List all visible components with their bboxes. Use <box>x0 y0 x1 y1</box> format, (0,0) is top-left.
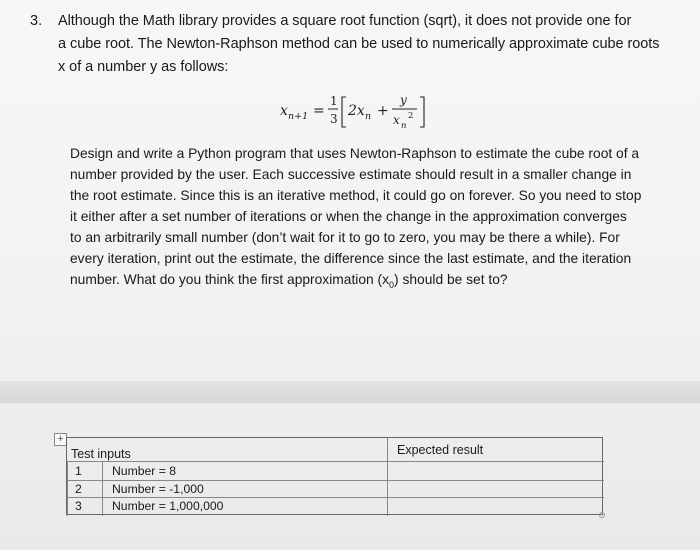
paragraph-line-5: to an arbitrarily small number (don’t wait for it to go to zero, you may be there a while). For <box>70 230 620 245</box>
test-input-value[interactable]: Number = -1,000 <box>112 482 204 496</box>
column-divider <box>387 438 388 516</box>
subscript-zero: 0 <box>389 279 395 290</box>
formula-frac-den: 3 <box>330 112 338 126</box>
row-number: 3 <box>75 499 82 513</box>
paragraph-line-6: every iteration, print out the estimate, the difference since the last estimate, and the iteration <box>70 251 632 266</box>
formula-equals: = <box>313 103 325 119</box>
paragraph-line-2: number provided by the user. Each successive estimate should result in a smaller change in <box>70 167 632 182</box>
header-test-inputs: Test inputs <box>71 447 131 461</box>
paragraph-line-7: number. What do you think the first approximation $(x_0)$ should be set to? <box>70 272 508 290</box>
paragraph-line-3: the root estimate. Since this is an iterative method, it could go on forever. So you need to stop <box>70 188 642 203</box>
row-divider <box>67 480 604 481</box>
page-divider-shadow <box>0 403 700 407</box>
header-expected-result: Expected result <box>397 443 484 457</box>
row-number-divider <box>102 461 103 516</box>
formula-term1-sub: n <box>365 111 372 122</box>
formula-lhs-sub: n+1 <box>288 111 309 122</box>
table-resize-handle-icon[interactable] <box>599 512 605 518</box>
formula-lhs: x <box>280 103 288 119</box>
page-divider-band <box>0 381 700 403</box>
row-number: 2 <box>75 482 82 496</box>
question-line-1: Although the Math library provides a square root function (sqrt), it does not provide one for <box>58 13 632 29</box>
formula-plus: + <box>377 103 389 119</box>
formula-term1: 2x <box>348 103 365 119</box>
row-divider <box>67 461 604 462</box>
row-number: 1 <box>75 464 82 478</box>
question-number: 3. <box>30 13 43 29</box>
row-number-left-border <box>67 461 68 516</box>
row-divider <box>67 497 604 498</box>
formula-frac-num: 1 <box>330 94 338 108</box>
newton-raphson-formula <box>280 87 440 135</box>
test-inputs-table <box>66 437 603 515</box>
test-input-value[interactable]: Number = 8 <box>112 464 177 478</box>
formula-inner-den-sup: 2 <box>408 111 414 121</box>
paragraph-line-1: Design and write a Python program that uses Newton-Raphson to estimate the cube root of a <box>70 146 640 161</box>
question-line-3: x of a number y as follows: <box>58 59 229 75</box>
formula-inner-den: x <box>393 113 400 127</box>
formula-inner-num: y <box>400 93 407 107</box>
paragraph-line-4: it either after a set number of iterations or when the change in the approximation converges <box>70 209 627 224</box>
test-input-value[interactable]: Number = 1,000,000 <box>112 499 224 513</box>
formula-inner-den-sub: n <box>401 121 407 131</box>
table-move-handle-icon[interactable]: + <box>54 433 67 446</box>
question-line-2: a cube root. The Newton-Raphson method can be used to numerically approximate cube roots <box>58 36 660 52</box>
